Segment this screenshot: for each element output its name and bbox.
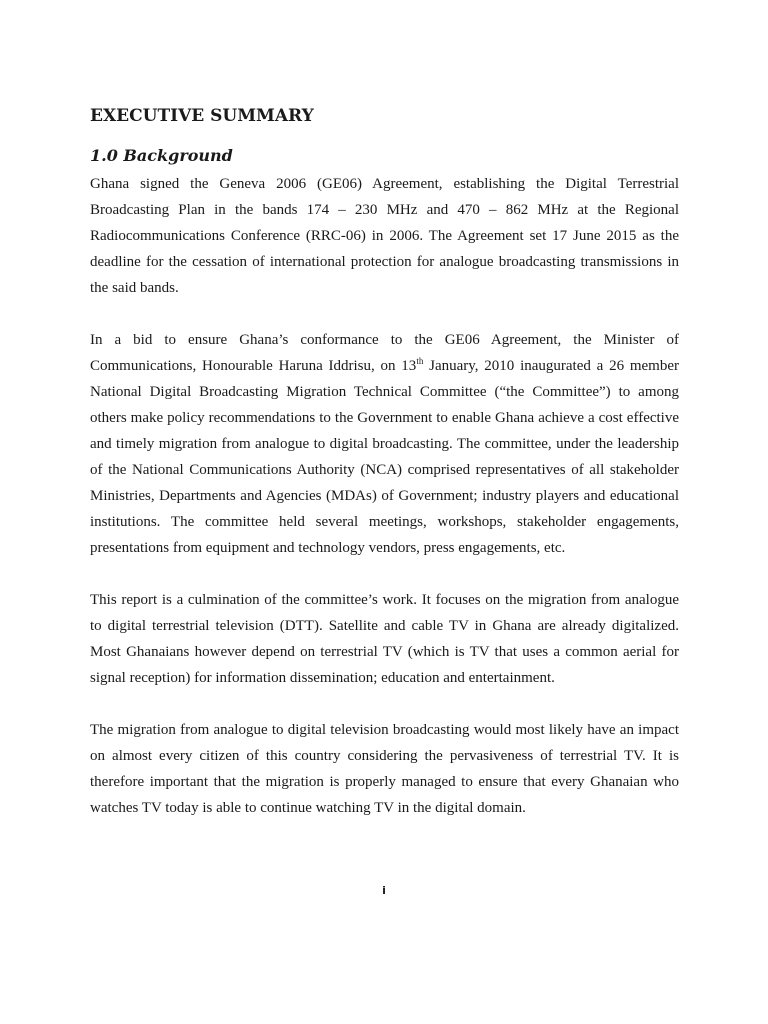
document-page [90,100,679,821]
paragraph-committee-text-end: January, 2010 inaugurated a 26 member National Digital Broadcasting Migration Technical Committee (“the Committee”) to among others make policy recommendations to the Government to enable Ghana achieve a cost effective and timely migration from analogue to digital broadcasting. The committee, under the leadership of the National Communications Authority (NCA) comprised representatives of all stakeholder Ministries, Departments and Agencies (MDAs) of Government; industry players and educational institutions. The committee held several meetings, workshops, stakeholder engagements, presentations from equipment and technology vendors, press engagements, etc. [90,358,679,556]
paragraph-ge06-agreement: Ghana signed the Geneva 2006 (GE06) Agreement, establishing the Digital Terrestrial Broadcasting Plan in the bands 174 – 230 MHz and 470 – 862 MHz at the Regional Radiocommunications Conference (RRC-06) in 2006. The Agreement set 17 June 2015 as the deadline for the cessation of international protection for analogue broadcasting transmissions in the said bands. [90,176,679,296]
paragraph-report-focus: This report is a culmination of the committee’s work. It focuses on the migration from analogue to digital terrestrial television (DTT). Satellite and cable TV in Ghana are already digitalized. Most Ghanaians however depend on terrestrial TV (which is TV that uses a common aerial for signal reception) for information dissemination; education and entertainment. [90,592,679,686]
page-number: i [382,884,386,897]
paragraph-committee-inauguration [90,327,679,561]
executive-summary-title: EXECUTIVE SUMMARY [90,106,314,126]
paragraph-migration-impact: The migration from analogue to digital television broadcasting would most likely have an impact on almost every citizen of this country considering the pervasiveness of terrestrial TV. It is therefore important that the migration is properly managed to ensure that every Ghanaian who watches TV today is able to continue watching TV in the digital domain. [90,722,679,816]
background-heading: 1.0 Background [90,146,233,165]
paragraph-committee-text-start: In a bid to ensure Ghana’s conformance to the GE06 Agreement, the Minister of Communications, Honourable Haruna Iddrisu, on 13 [90,332,679,374]
ordinal-superscript: th [416,356,424,366]
